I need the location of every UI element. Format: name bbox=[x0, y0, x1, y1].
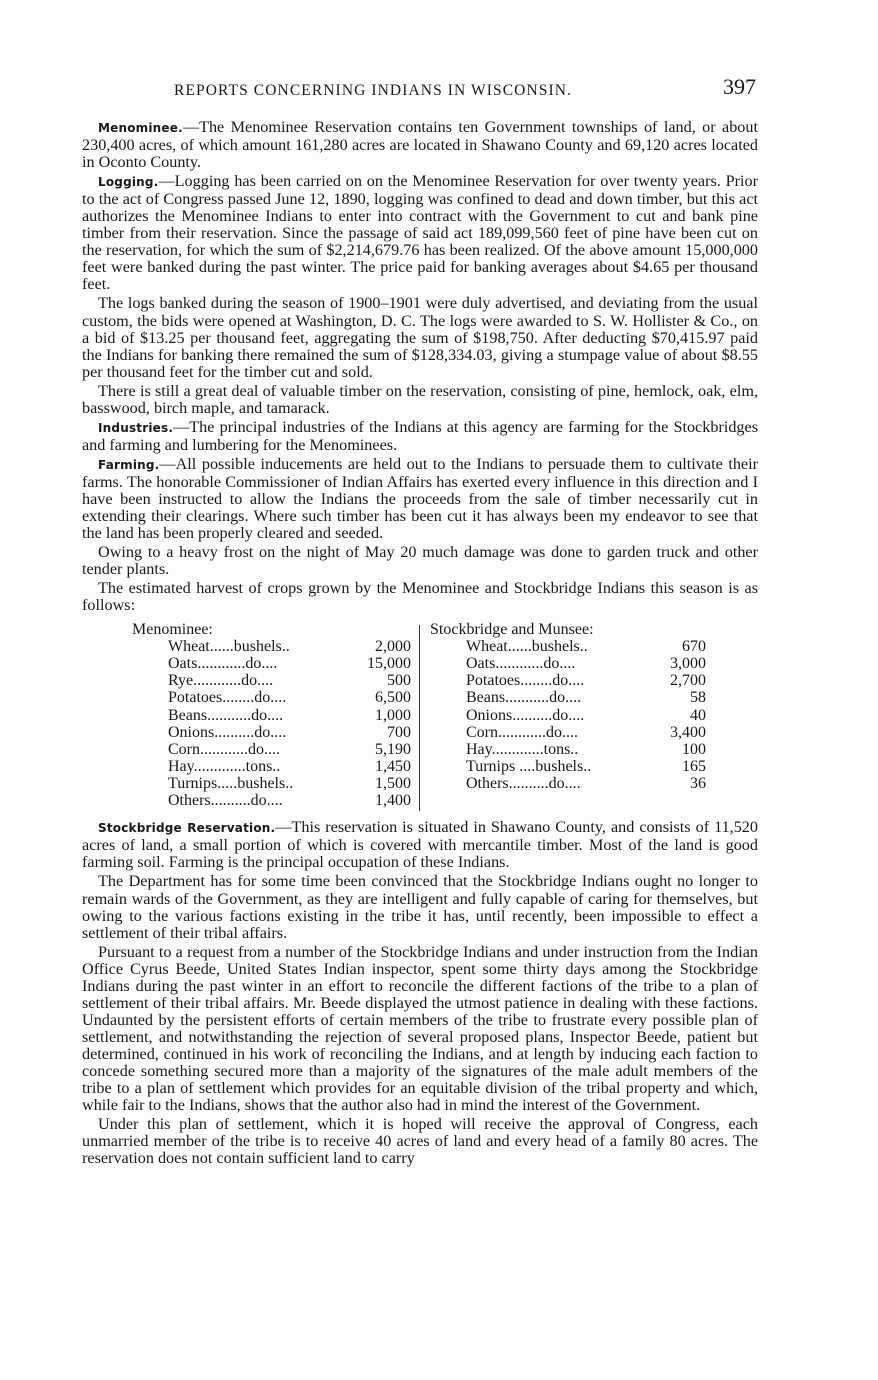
crop-quantity: 500 bbox=[387, 672, 411, 690]
table-row bbox=[430, 758, 712, 775]
crop-label: Wheat......bushels.. bbox=[466, 638, 588, 656]
table-row bbox=[132, 741, 414, 758]
crop-quantity: 1,500 bbox=[375, 774, 411, 792]
table-row bbox=[132, 638, 414, 655]
crop-quantity: 58 bbox=[690, 689, 706, 707]
crop-quantity: 1,400 bbox=[375, 791, 411, 809]
crop-label: Beans...........do.... bbox=[168, 706, 284, 724]
table-row bbox=[132, 689, 414, 706]
crop-quantity: 5,190 bbox=[375, 740, 411, 758]
crop-quantity: 165 bbox=[682, 757, 706, 775]
crop-label: Turnips.....bushels.. bbox=[168, 774, 294, 792]
crop-label: Wheat......bushels.. bbox=[168, 638, 290, 656]
crop-quantity: 6,500 bbox=[375, 689, 411, 707]
table-row bbox=[132, 707, 414, 724]
crop-quantity: 1,450 bbox=[375, 757, 411, 775]
section-heading-menominee: Menominee. bbox=[98, 121, 183, 135]
paragraph-industries bbox=[82, 419, 758, 454]
crop-label: Beans...........do.... bbox=[466, 689, 582, 707]
crop-quantity: 1,000 bbox=[375, 706, 411, 724]
crop-quantity: 2,700 bbox=[670, 672, 706, 690]
crop-quantity: 100 bbox=[682, 740, 706, 758]
crop-quantity: 2,000 bbox=[375, 638, 411, 656]
crop-label: Rye............do.... bbox=[168, 672, 274, 690]
crop-label: Onions..........do.... bbox=[466, 706, 585, 724]
crop-label: Onions..........do.... bbox=[168, 723, 287, 741]
paragraph-inspector-beede: Pursuant to a request from a number of the Stockbridge Indians and under instruction from the Indian Office Cyrus Beede, United States Indian inspector, spent some thirty days among the Stockbridge Indians during the past winter in an effort to reconcile the different factions of the tribe to a plan of settlement of their tribal affairs. Mr. Beede displayed the utmost patience in dealing with these factions. Undaunted by the persistent efforts of certain members of the tribe to frustrate every possible plan of settlement, and notwithstanding the rejection of several proposed plans, Inspector Beede, patient but determined, continued in his work of reconciling the Indians, and at length by inducing each faction to concede something secured more than a majority of the signatures of the male adult members of the tribe to a plan of settlement which provides for an equitable division of the tribal property and which, while fair to the Indians, shows that the author also had in mind the interest of the Government. bbox=[82, 942, 758, 1115]
menominee-harvest-table bbox=[132, 621, 414, 808]
table-row bbox=[132, 775, 414, 792]
paragraph-menominee bbox=[82, 119, 758, 171]
section-heading-stockbridge: Stockbridge Reservation. bbox=[98, 821, 276, 836]
crop-quantity: 15,000 bbox=[367, 655, 411, 673]
table-row bbox=[132, 655, 414, 672]
crop-label: Others..........do.... bbox=[168, 791, 283, 809]
table-row bbox=[430, 689, 712, 706]
table-row bbox=[132, 724, 414, 741]
table-row bbox=[430, 655, 712, 672]
paragraph-settlement-plan: Under this plan of settlement, which it is hoped will receive the approval of Congress, each unmarried member of the tribe is to receive 40 acres of land and every head of a family 80 acres. The reservation does not contain sufficient land to carry bbox=[82, 1115, 758, 1168]
paragraph-harvest-intro: The estimated harvest of crops grown by the Menominee and Stockbridge Indians this season is as follows: bbox=[82, 579, 758, 615]
harvest-tables bbox=[82, 621, 758, 813]
table-row bbox=[132, 758, 414, 775]
body-text bbox=[82, 119, 758, 1169]
paragraph-text: —Logging has been carried on on the Menominee Reservation for over twenty years. Prior to the act of Congress passed June 12, 1890, logging was confined to dead and down timber, but this act authorizes the Menominee Indians to enter into contract with the Government to cut and bank pine timber from their reservation. Since the passage of said act 189,099,560 feet of pine have been cut on the reservation, for which the sum of $2,214,679.76 has been realized. Of the above amount 15,000,000 feet were banked during the past winter. The price paid for banking averages about $4.65 per thousand feet. bbox=[82, 172, 758, 294]
paragraph-farming bbox=[82, 456, 758, 542]
paragraph-logs-banked: The logs banked during the season of 1900–1901 were duly advertised, and deviating from the usual custom, the bids were opened at Washington, D. C. The logs were awarded to S. W. Hollister & Co., on a bid of $13.25 per thousand feet, aggregating the sum of $198,750. After deducting $70,415.97 paid the Indians for banking there remained the sum of $128,334.03, giving a stumpage value of about $8.55 per thousand feet for the timber cut and sold. bbox=[82, 294, 758, 381]
table-row bbox=[430, 672, 712, 689]
paragraph-stockbridge bbox=[82, 819, 758, 871]
table-row bbox=[430, 707, 712, 724]
section-heading-industries: Industries. bbox=[98, 420, 174, 435]
table-title: Menominee: bbox=[132, 621, 213, 639]
table-row bbox=[430, 775, 712, 792]
table-row bbox=[430, 741, 712, 758]
crop-label: Potatoes........do.... bbox=[466, 672, 585, 690]
table-divider bbox=[419, 625, 420, 811]
paragraph-department: The Department has for some time been convinced that the Stockbridge Indians ought no longer to remain wards of the Government, as they are intelligent and fully capable of caring for themselves, but owing to the various factions existing in the tribe it has, until recently, been impossible to effect a settlement of their tribal affairs. bbox=[82, 872, 758, 942]
table-row bbox=[430, 638, 712, 655]
crop-label: Hay.............tons.. bbox=[466, 740, 579, 758]
stockbridge-harvest-table bbox=[430, 621, 712, 791]
crop-label: Corn............do.... bbox=[466, 723, 578, 741]
page-number: 397 bbox=[723, 74, 756, 99]
paragraph-text: —This reservation is situated in Shawano County, and consists of 11,520 acres of land, a small portion of which is covered with mercantile timber. Most of the land is good farming soil. Farming is the principal occupation of these Indians. bbox=[82, 818, 758, 872]
table-row bbox=[132, 792, 414, 809]
crop-quantity: 670 bbox=[682, 638, 706, 656]
crop-label: Potatoes........do.... bbox=[168, 689, 287, 707]
section-heading-farming: Farming. bbox=[98, 457, 160, 472]
crop-label: Hay.............tons.. bbox=[168, 757, 281, 775]
crop-quantity: 700 bbox=[387, 723, 411, 741]
paragraph-valuable-timber: There is still a great deal of valuable timber on the reservation, consisting of pine, hemlock, oak, elm, basswood, birch maple, and tamarack. bbox=[82, 381, 758, 417]
paragraph-text: —The principal industries of the Indians at this agency are farming for the Stockbridges and farming and lumbering for the Menominees. bbox=[82, 417, 758, 454]
table-title: Stockbridge and Munsee: bbox=[430, 621, 594, 639]
table-row bbox=[430, 724, 712, 741]
paragraph-logging bbox=[82, 173, 758, 293]
crop-label: Corn............do.... bbox=[168, 740, 280, 758]
paragraph-text: —The Menominee Reservation contains ten Government townships of land, or about 230,400 acres, of which amount 161,280 acres are located in Shawano County and 69,120 acres located in Oconto County. bbox=[82, 118, 758, 172]
running-head: REPORTS CONCERNING INDIANS IN WISCONSIN. bbox=[174, 82, 573, 99]
paragraph-text: —All possible inducements are held out to the Indians to persuade them to cultivate their farms. The honorable Commissioner of Indian Affairs has exerted every influence in this direction and I have been instructed to allow the Indians the proceeds from the sale of timber necessarily cut in extending their clearings. Where such timber has been cut it has always been my endeavor to see that the land has been properly cleared and seeded. bbox=[82, 454, 758, 543]
page-header bbox=[82, 74, 762, 104]
paragraph-frost: Owing to a heavy frost on the night of May 20 much damage was done to garden truck and other tender plants. bbox=[82, 543, 758, 579]
table-row bbox=[132, 672, 414, 689]
crop-quantity: 36 bbox=[690, 774, 706, 792]
crop-quantity: 3,400 bbox=[670, 723, 706, 741]
crop-quantity: 40 bbox=[690, 706, 706, 724]
crop-quantity: 3,000 bbox=[670, 655, 706, 673]
crop-label: Oats............do.... bbox=[168, 655, 278, 673]
crop-label: Turnips ....bushels.. bbox=[466, 757, 592, 775]
section-heading-logging: Logging. bbox=[98, 175, 159, 190]
crop-label: Oats............do.... bbox=[466, 655, 576, 673]
crop-label: Others..........do.... bbox=[466, 774, 581, 792]
